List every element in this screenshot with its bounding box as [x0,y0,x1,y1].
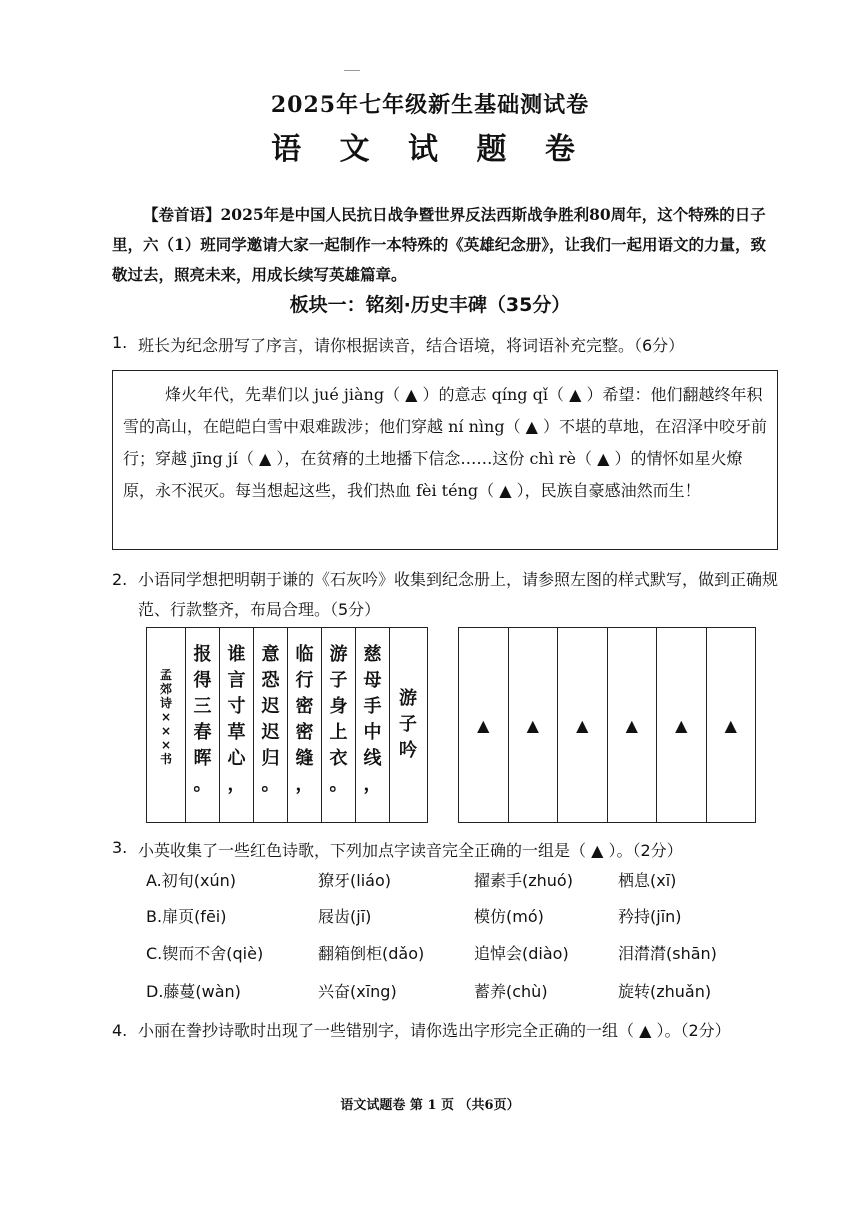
poem-char: 郊 [159,682,172,696]
poem-char: 恐 [261,670,280,691]
poem-char: 迟 [261,722,280,743]
option-item: 矜持(jīn) [618,907,682,926]
poem-char: 临 [295,644,314,665]
question-number: 4. [112,1021,128,1040]
poem-char: × [160,710,172,724]
question-text: 班长为纪念册写了序言，请你根据读音，结合语境，将词语补充完整。（6分） [138,336,685,355]
poem-char: 密 [295,696,314,717]
exam-title: 2025年七年级新生基础测试卷 [270,92,590,118]
poem-char: 母 [363,670,382,691]
poem-char: 线 [363,748,382,769]
option-item: 蓄养(chù) [474,982,548,1001]
poem-char: × [160,738,172,752]
poem-char: 晖 [193,748,212,769]
option-item: C.锲而不舍(qiè) [146,944,264,963]
poem-char: 得 [193,670,212,691]
poem-char: 手 [363,696,382,717]
question-text: 小语同学想把明朝于谦的《石灰吟》收集到纪念册上，请参照左图的样式默写，做到正确规范、行款整齐，布局合理。（5分） [138,570,779,619]
question-text: 小英收集了一些红色诗歌，下列加点字读音完全正确的一组是（ ▲ ）。（2分） [138,841,683,860]
poem-column [389,628,426,822]
grid-cell: ▲ [706,628,756,822]
poem-char: 报 [193,644,212,665]
poem-column [147,628,185,822]
poem-column [355,628,389,822]
grid-cell: ▲ [508,628,558,822]
option-item: A.初旬(xún) [146,871,236,890]
poem-char: 游 [399,688,417,709]
poem-char: 子 [399,714,417,735]
option-item: 兴奋(xīng) [318,982,397,1001]
option-item: B.扉页(fēi) [146,907,227,926]
poem-column [185,628,219,822]
poem-char: 缝 [295,748,314,769]
q1-passage [123,379,769,507]
poem-char: 行 [295,670,314,691]
option-item: 模仿(mó) [474,907,544,926]
sample-poem-image [146,627,428,823]
poem-char: × [160,724,172,738]
poem-char: 三 [193,696,212,717]
poem-column [321,628,355,822]
poem-char: 言 [227,670,246,691]
option-item: 獠牙(liáo) [318,871,391,890]
grid-cell: ▲ [656,628,706,822]
poem-char: 。 [193,774,212,795]
poem-char: 草 [227,722,246,743]
poem-char: 。 [261,774,280,795]
question-number: 1. [112,333,128,352]
q1-passage-box [112,370,778,550]
poem-char: 衣 [329,748,348,769]
poem-char: ， [227,774,246,795]
poem-char: 寸 [227,696,246,717]
question-4 [112,1016,792,1046]
poem-char: 意 [261,644,280,665]
question-2 [112,565,792,625]
option-item: 翻箱倒柜(dǎo) [318,944,425,963]
poem-char: 吟 [399,740,417,761]
poem-char: ， [363,774,382,795]
section-heading: 板块一：铭刻·历史丰碑（35分） [289,294,571,316]
poem-column [287,628,321,822]
option-item: 泪潸潸(shān) [618,944,717,963]
q1-passage-text: 烽火年代，先辈们以 jué jiàng（ ▲ ）的意志 qíng qǐ（ ▲ ）希望：他们翻越终年积雪的高山，在皑皑白雪中艰难跋涉；他们穿越 ní nìng（ ▲ ）不堪的草地，在沼泽中咬牙前行；穿越 jīng jí（ ▲ ），在贫瘠的土地播下信念……这份 chì rè（ ▲ ）的情怀如星火燎原，永不泯灭。每当想起这些，我们热血 fèi téng（ ▲ ），民族自豪感油然而生！ [123,385,768,500]
poem-char: 慈 [363,644,382,665]
poem-column [253,628,287,822]
grid-cell: ▲ [607,628,657,822]
poem-char: ， [295,774,314,795]
poem-char: 身 [329,696,348,717]
poem-char: 上 [329,722,348,743]
poem-char: 心 [227,748,246,769]
question-1 [112,333,792,356]
question-3 [112,838,792,861]
question-text: 小丽在誊抄诗歌时出现了一些错别字，请你选出字形完全正确的一组（ ▲ ）。（2分） [138,1021,731,1040]
preface-paragraph: 【卷首语】2025年是中国人民抗日战争暨世界反法西斯战争胜利80周年，这个特殊的日子里，六（1）班同学邀请大家一起制作一本特殊的《英雄纪念册》，让我们一起用语文的力量，致敬过去，照亮未来，用成长续写英雄篇章。 [112,205,767,284]
poem-char: 迟 [261,696,280,717]
poem-column [219,628,253,822]
option-item: D.藤蔓(wàn) [146,982,241,1001]
question-number: 3. [112,838,128,857]
poem-char: 孟 [159,668,172,682]
question-number: 2. [112,570,128,589]
option-item: 追悼会(diào) [474,944,569,963]
option-item: 旋转(zhuǎn) [618,982,712,1001]
answer-writing-grid [458,627,756,823]
option-item: 屐齿(jī) [318,907,372,926]
poem-char: 归 [261,748,280,769]
grid-cell: ▲ [477,715,490,735]
option-item: 擢素手(zhuó) [474,871,573,890]
poem-char: 游 [329,644,348,665]
poem-char: 密 [295,722,314,743]
poem-char: 诗 [159,696,172,710]
poem-char: 中 [363,722,382,743]
option-item: 栖息(xī) [618,871,677,890]
poem-char: 谁 [227,644,246,665]
exam-subject-title: 语 文 试 题 卷 [271,132,589,167]
poem-char: 。 [329,774,348,795]
poem-char: 春 [193,722,212,743]
page-footer: 语文试题卷 第 1 页 （共6页） [340,1098,520,1113]
poem-char: 子 [329,670,348,691]
grid-cell: ▲ [557,628,607,822]
poem-char: 书 [159,752,172,766]
scan-mark [344,70,360,71]
